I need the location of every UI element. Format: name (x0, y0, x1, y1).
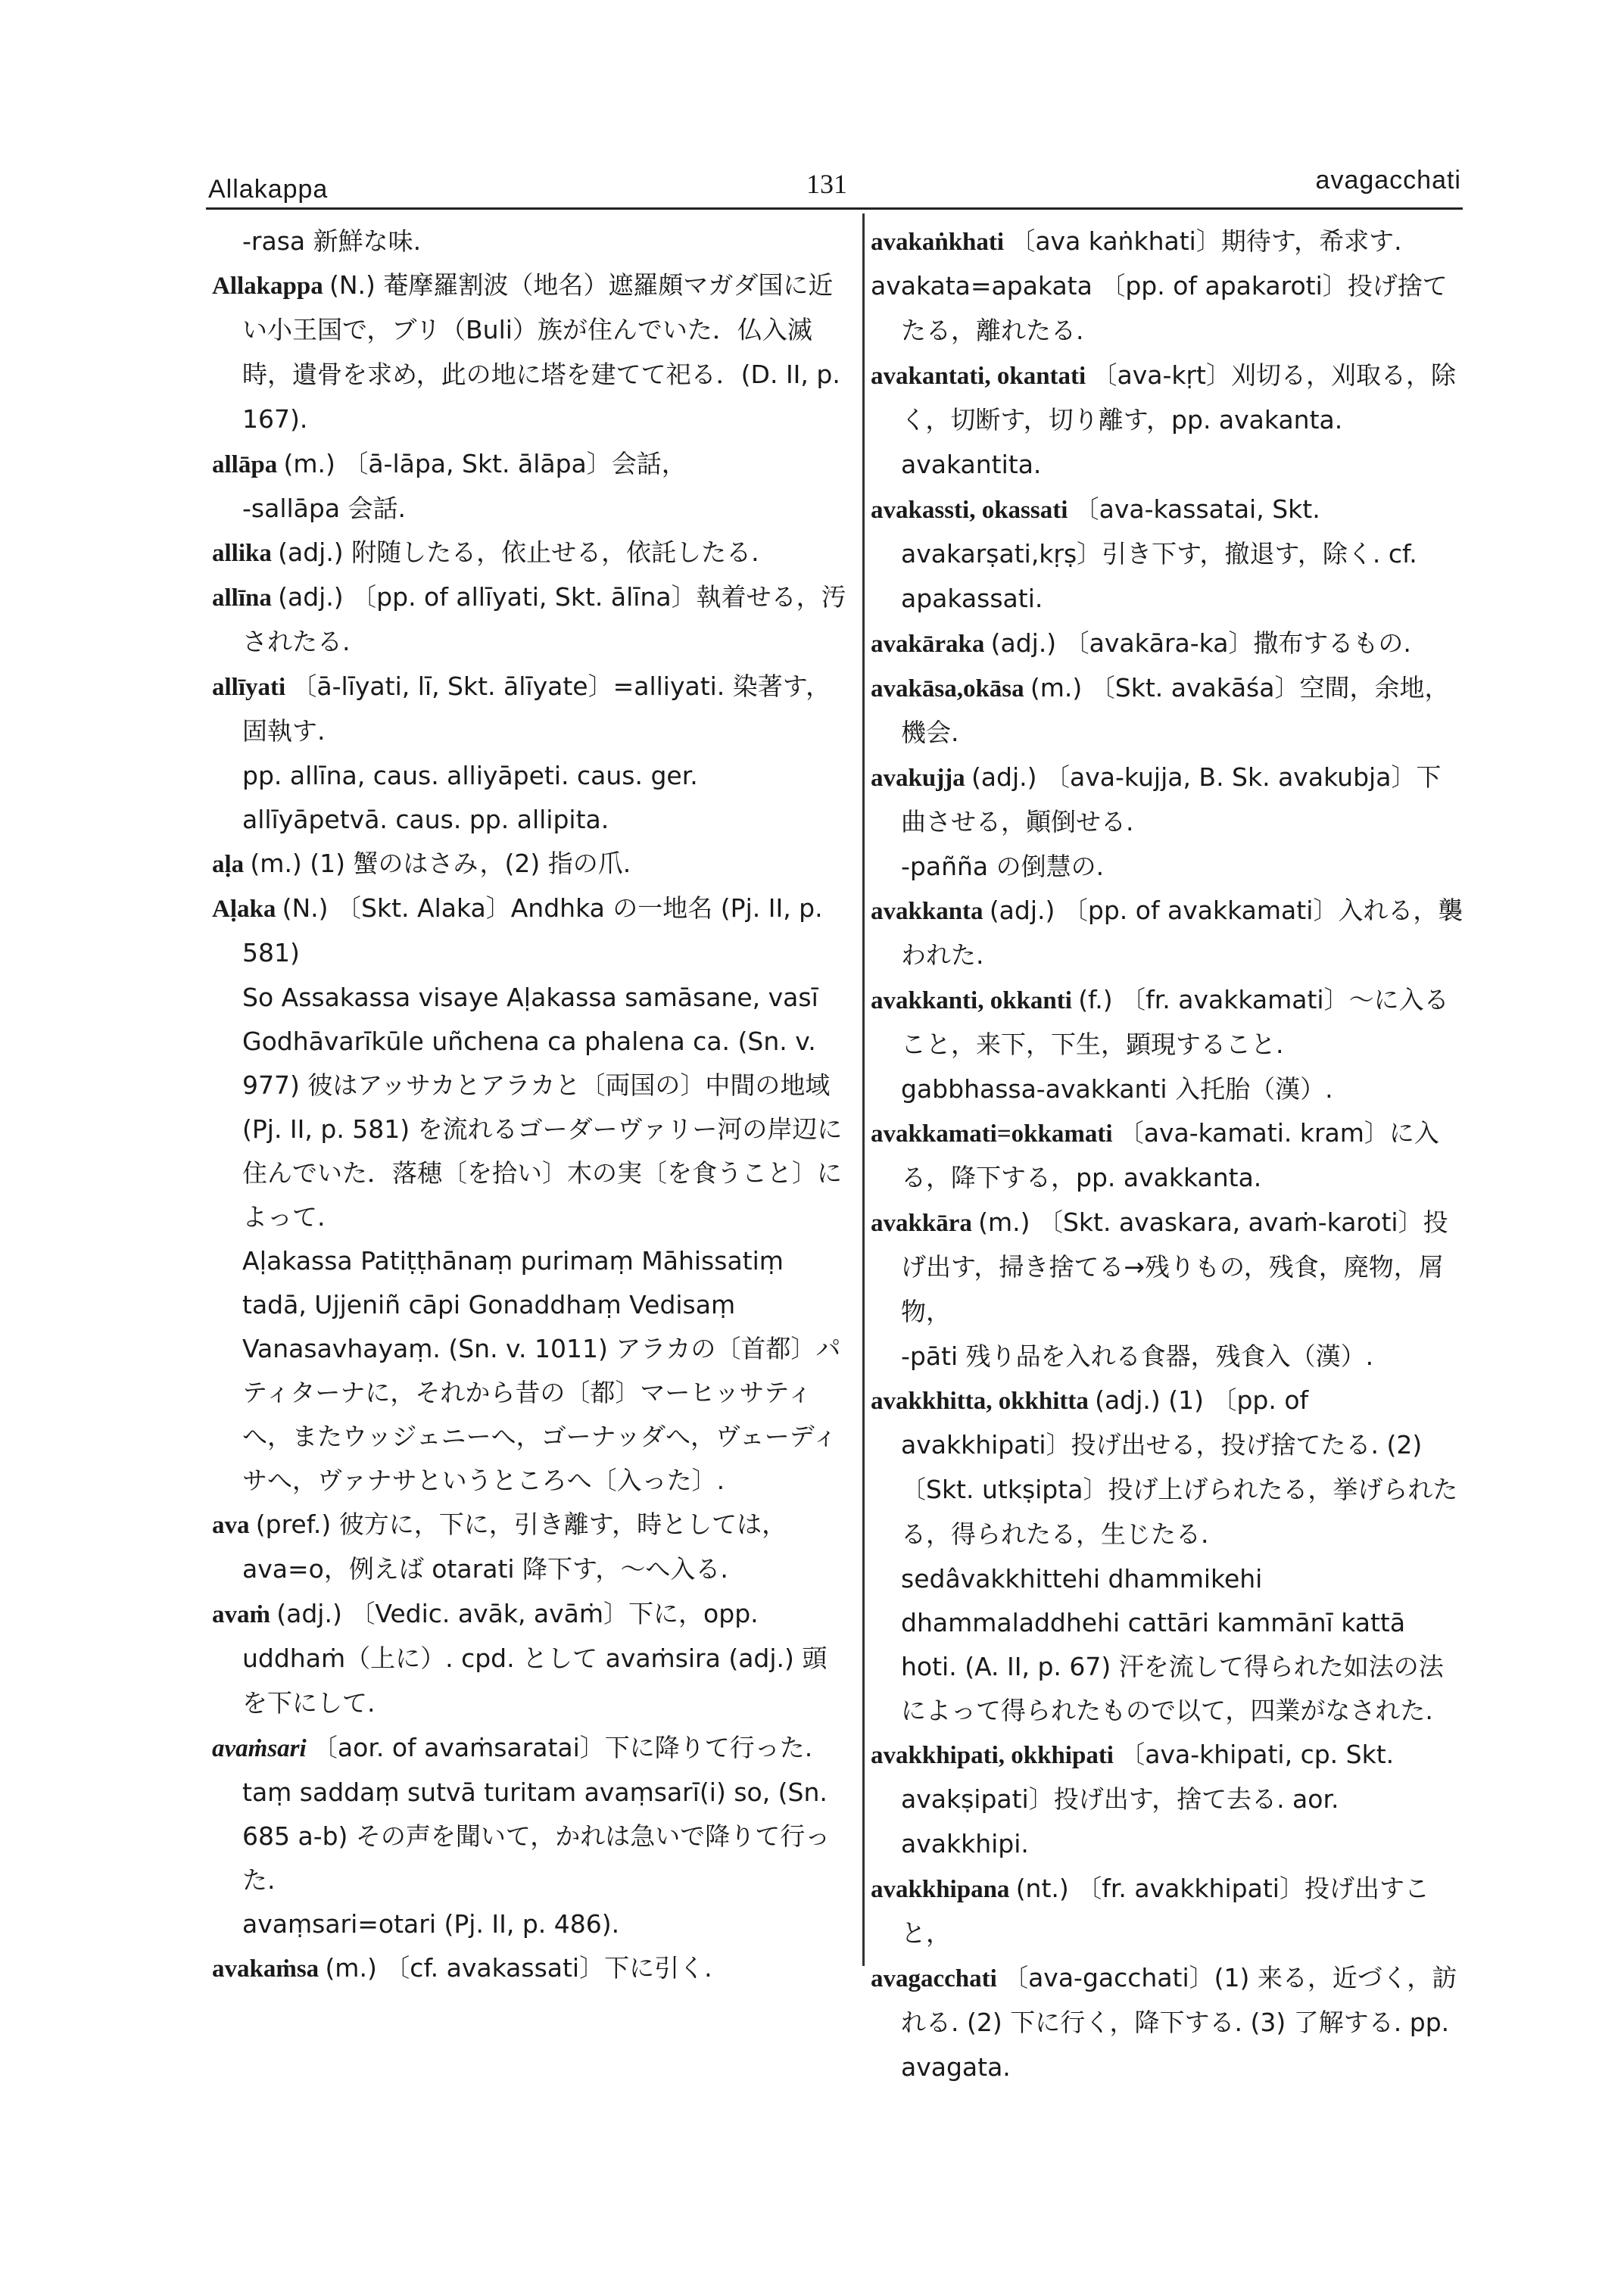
definition: (f.) 〔fr. avakkamati〕〜に入ること，来下，下生，顕現すること. (901, 985, 1449, 1059)
definition: (m.) 〔Skt. avaskara, avaṁ-karoti〕投げ出す，掃き捨てる→残りもの，残食，廃物，屑物， (901, 1207, 1448, 1326)
sub-entry: pp. allīna, caus. alliyāpeti. caus. ger. allīyāpetvā. caus. pp. allipita. (242, 761, 698, 834)
headword: avaṁ (212, 1601, 270, 1628)
definition: 〔ā-līyati, lī, Skt. ālīyate〕=alliyati. 染著す，固執す. (242, 671, 831, 746)
definition: 〔ava-kamati. kram〕に入る，降下する，pp. avakkanta. (901, 1118, 1439, 1192)
headword: allika (212, 540, 272, 567)
dictionary-entry (212, 263, 848, 442)
dictionary-entry (871, 978, 1465, 1067)
dictionary-entry (212, 665, 848, 754)
headword: Allakappa (212, 273, 323, 300)
definition: (N.) 〔Skt. Alaka〕Andhka の一地名 (Pj. II, p. 581) (242, 893, 823, 967)
definition: (N.) 菴摩羅割波（地名）遮羅頗マガダ国に近い小王国で，ブリ（Buli）族が住んでいた．仏入滅時，遺骨を求め，此の地に塔を建てて祀る．(D. II, p. 167). (242, 270, 840, 434)
definition: (m.) 〔ā-lāpa, Skt. ālāpa〕会話， (283, 449, 687, 478)
headword: avakkhitta, okkhitta (871, 1388, 1089, 1415)
headword: Aḷaka (212, 896, 276, 923)
definition: (nt.) 〔fr. avakkhipati〕投げ出すこと， (901, 1874, 1429, 1948)
dictionary-entry (212, 1503, 848, 1592)
definition: 〔ava kaṅkhati〕期待す，希求す. (1010, 226, 1402, 256)
dictionary-entry (212, 531, 848, 575)
right-column (871, 220, 1465, 2090)
headword: avakantati, okantati (871, 363, 1086, 390)
definition: 〔ava-khipati, cp. Skt. avakṣipati〕投げ出す，捨て去る. aor. avakkhipi. (901, 1740, 1395, 1858)
headword: avakaṅkhati (871, 229, 1005, 256)
dictionary-entry (871, 220, 1465, 264)
sub-entry: Aḷakassa Patiṭṭhānaṃ purimaṃ Māhissatiṃ tadā, Ujjeniñ cāpi Gonaddhaṃ Vedisaṃ Vanasavhayaṃ. (Sn. v. 1011) アラカの〔首都〕パティターナに，それから昔の〔都〕マーヒッサティへ，またウッジェニーへ，ゴーナッダへ，ヴェーディサへ，ヴァナサというところへ〔入った〕. (242, 1246, 841, 1495)
headword: allāpa (212, 451, 278, 478)
headword: avakkāra (871, 1210, 972, 1237)
definition: (adj.) 〔Vedic. avāk, avāṁ〕下に，opp. uddhaṁ（上に）. cpd. として avaṁsira (adj.) 頭を下にして. (242, 1599, 828, 1718)
dictionary-entry (212, 886, 848, 976)
headword: ava (212, 1512, 250, 1539)
definition: 〔ava-kassatai, Skt. avakarṣati,kṛṣ〕引き下す，撤退す，除く. cf. apakassati. (901, 494, 1417, 613)
definition: (m.) (1) 蟹のはさみ，(2) 指の爪. (250, 849, 631, 878)
sub-entry: -pañña の倒慧の. (901, 852, 1105, 881)
left-column (212, 220, 848, 1991)
sub-entry: gabbhassa-avakkanti 入托胎（漢）. (901, 1074, 1333, 1104)
headword: avakassti, okassati (871, 497, 1068, 524)
definition: (m.) 〔cf. avakassati〕下に引く. (325, 1953, 712, 1983)
dictionary-entry (871, 1379, 1465, 1557)
headword: avakkanta (871, 898, 983, 925)
dictionary-entry (871, 354, 1465, 488)
running-head-right: avagacchati (1315, 166, 1461, 195)
dictionary-entry (871, 488, 1465, 622)
definition: 〔ava-gacchati〕(1) 来る，近づく，訪れる. (2) 下に行く，降下する. (3) 了解する. pp. avagata. (901, 1963, 1457, 2082)
headword: avakkanti, okkanti (871, 987, 1072, 1014)
headword: avakaṁsa (212, 1955, 320, 1983)
sub-entry: -pāti 残り品を入れる食器，残食入（漢）. (901, 1341, 1374, 1371)
page-number: 131 (806, 169, 847, 199)
dictionary-entry (871, 1111, 1465, 1201)
definition: 〔ava-kṛt〕刈切る，刈取る，除く，切断す，切り離す，pp. avakanta. avakantita. (901, 360, 1456, 479)
dictionary-entry (871, 1867, 1465, 1956)
headword: avakkamati=okkamati (871, 1120, 1113, 1148)
definition: (m.) 〔Skt. avakāśa〕空間，余地，機会. (901, 673, 1450, 747)
sub-entry: sedâvakkhittehi dhammikehi dhammaladdhehi cattāri kammānī kattā hoti. (A. II, p. 67) 汗を流して得られた如法の法によって得られたもので以て，四業がなされた. (901, 1564, 1444, 1725)
dictionary-entry (871, 622, 1465, 666)
definition: (adj.) 附随したる，依止せる，依託したる. (278, 537, 759, 567)
headword: aḷa (212, 851, 245, 878)
headword: avakujja (871, 765, 965, 792)
headword: allīna (212, 584, 272, 612)
dictionary-entry (871, 1733, 1465, 1867)
headword: avagacchati (871, 1965, 997, 1992)
dictionary-entry (212, 842, 848, 886)
running-head (208, 151, 1461, 204)
dictionary-entry (871, 889, 1465, 978)
headword: avaṁsari (212, 1735, 307, 1762)
sub-entry: avaṃsari=otari (Pj. II, p. 486). (242, 1909, 620, 1939)
dictionary-entry (212, 442, 848, 487)
sub-entry: -sallāpa 会話. (242, 494, 407, 523)
dictionary-entry (871, 1956, 1465, 2090)
definition: (adj.) 〔pp. of allīyati, Skt. ālīna〕執着せる，汚されたる. (242, 582, 846, 656)
dictionary-entry (212, 575, 848, 665)
running-head-left: Allakappa (208, 175, 329, 204)
sub-entry: So Assakassa visaye Aḷakassa samāsane, vasī Godhāvarīkūle uñchena ca phalena ca. (Sn. v. 977) 彼はアッサカとアラカと〔両国の〕中間の地域 (Pj. II, p. 581) を流れるゴーダーヴァリー河の岸辺に住んでいた．落穂〔を拾い〕木の実〔を食うこと〕によって. (242, 983, 843, 1232)
dictionary-entry (871, 264, 1465, 354)
definition: (adj.) 〔pp. of avakkamati〕入れる，襲われた. (901, 896, 1463, 970)
definition: (adj.) 〔ava-kujja, B. Sk. avakubja〕下曲させる，顚倒せる. (901, 762, 1442, 837)
headword: avakkhipati, okkhipati (871, 1742, 1114, 1769)
dictionary-entry (212, 1592, 848, 1726)
definition: (pref.) 彼方に，下に，引き離す，時としては，ava=o，例えば otarati 降下す，〜へ入る. (242, 1509, 787, 1584)
headword: avakkhipana (871, 1876, 1010, 1903)
headword: allīyati (212, 674, 286, 701)
dictionary-entry (871, 666, 1465, 756)
definition: (adj.) (1) 〔pp. of avakkhipati〕投げ出せる，投げ捨てたる. (2) 〔Skt. utkṣipta〕投げ上げられたる，挙げられたる，得られたる，生じたる. (901, 1385, 1458, 1549)
headword: avakāraka (871, 631, 985, 658)
dictionary-entry (212, 1946, 848, 1991)
header-rule (206, 207, 1463, 210)
dictionary-entry (871, 1201, 1465, 1335)
dictionary-entry (871, 756, 1465, 845)
definition: avakata=apakata 〔pp. of apakaroti〕投げ捨てたる，離れたる. (871, 271, 1448, 345)
dictionary-entry (212, 1726, 848, 1771)
sub-entry: taṃ saddaṃ sutvā turitam avaṃsarī(i) so, (Sn. 685 a-b) その声を聞いて，かれは急いで降りて行った. (242, 1777, 831, 1895)
headword: avakāsa,okāsa (871, 675, 1024, 703)
definition: (adj.) 〔avakāra-ka〕撒布するもの. (990, 628, 1411, 658)
definition: 〔aor. of avaṁsaratai〕下に降りて行った. (312, 1733, 813, 1762)
column-divider (862, 213, 865, 1966)
sub-entry: -rasa 新鮮な味. (242, 226, 422, 256)
